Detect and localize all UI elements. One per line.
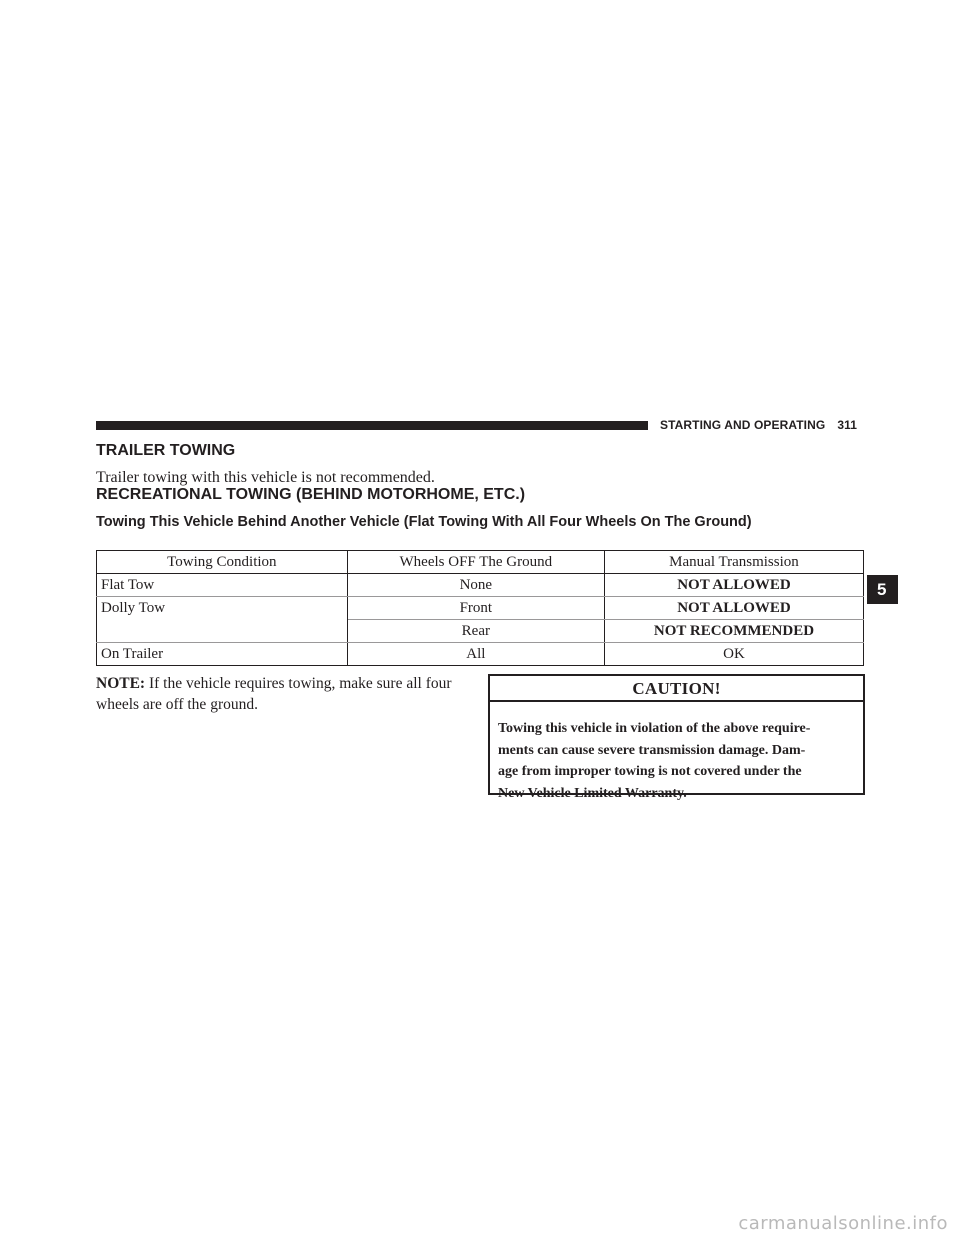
caution-line: New Vehicle Limited Warranty. [498, 785, 687, 801]
caution-line: ments can cause severe transmission damage. Dam- [498, 742, 806, 758]
towing-table [96, 550, 864, 666]
table-header-row [97, 551, 864, 574]
cell-condition: Dolly Tow [97, 597, 348, 620]
cell-manual: NOT RECOMMENDED [604, 620, 863, 643]
note-text-line1: If the vehicle requires towing, make sure all four [148, 675, 452, 692]
trailer-towing-text: Trailer towing with this vehicle is not recommended. [96, 469, 435, 486]
column-header: Wheels OFF The Ground [347, 551, 604, 574]
column-header: Towing Condition [97, 551, 348, 574]
table-row [97, 643, 864, 666]
cell-wheels: Front [347, 597, 604, 620]
header-rule [96, 421, 648, 430]
cell-wheels: None [347, 574, 604, 597]
caution-box [488, 674, 865, 801]
trailer-towing-heading: TRAILER TOWING [96, 442, 236, 459]
table-row [97, 574, 864, 597]
cell-condition: Flat Tow [97, 574, 348, 597]
page-number: 311 [837, 418, 857, 432]
caution-line: age from improper towing is not covered under the [498, 764, 802, 779]
cell-condition [97, 620, 348, 643]
note-text-line2: wheels are off the ground. [96, 696, 258, 713]
chapter-tab: 5 [867, 575, 898, 604]
cell-manual: OK [604, 643, 863, 666]
recreational-towing-heading: RECREATIONAL TOWING (BEHIND MOTORHOME, ETC.) [96, 486, 526, 503]
cell-manual: NOT ALLOWED [604, 574, 863, 597]
watermark: carmanualsonline.info [738, 1213, 948, 1234]
caution-title: CAUTION! [490, 676, 863, 702]
table-row [97, 597, 864, 620]
cell-wheels: Rear [347, 620, 604, 643]
table-row [97, 620, 864, 643]
cell-wheels: All [347, 643, 604, 666]
note-paragraph [96, 673, 476, 715]
section-title: STARTING AND OPERATING [660, 418, 826, 432]
column-header: Manual Transmission [604, 551, 863, 574]
caution-line: Towing this vehicle in violation of the above require- [498, 721, 811, 736]
flat-towing-subheading: Towing This Vehicle Behind Another Vehicle (Flat Towing With All Four Wheels On The Ground) [96, 514, 752, 530]
cell-condition: On Trailer [97, 643, 348, 666]
running-head [660, 418, 857, 432]
cell-manual: NOT ALLOWED [604, 597, 863, 620]
caution-body [490, 702, 863, 804]
note-label: NOTE: [96, 675, 146, 692]
